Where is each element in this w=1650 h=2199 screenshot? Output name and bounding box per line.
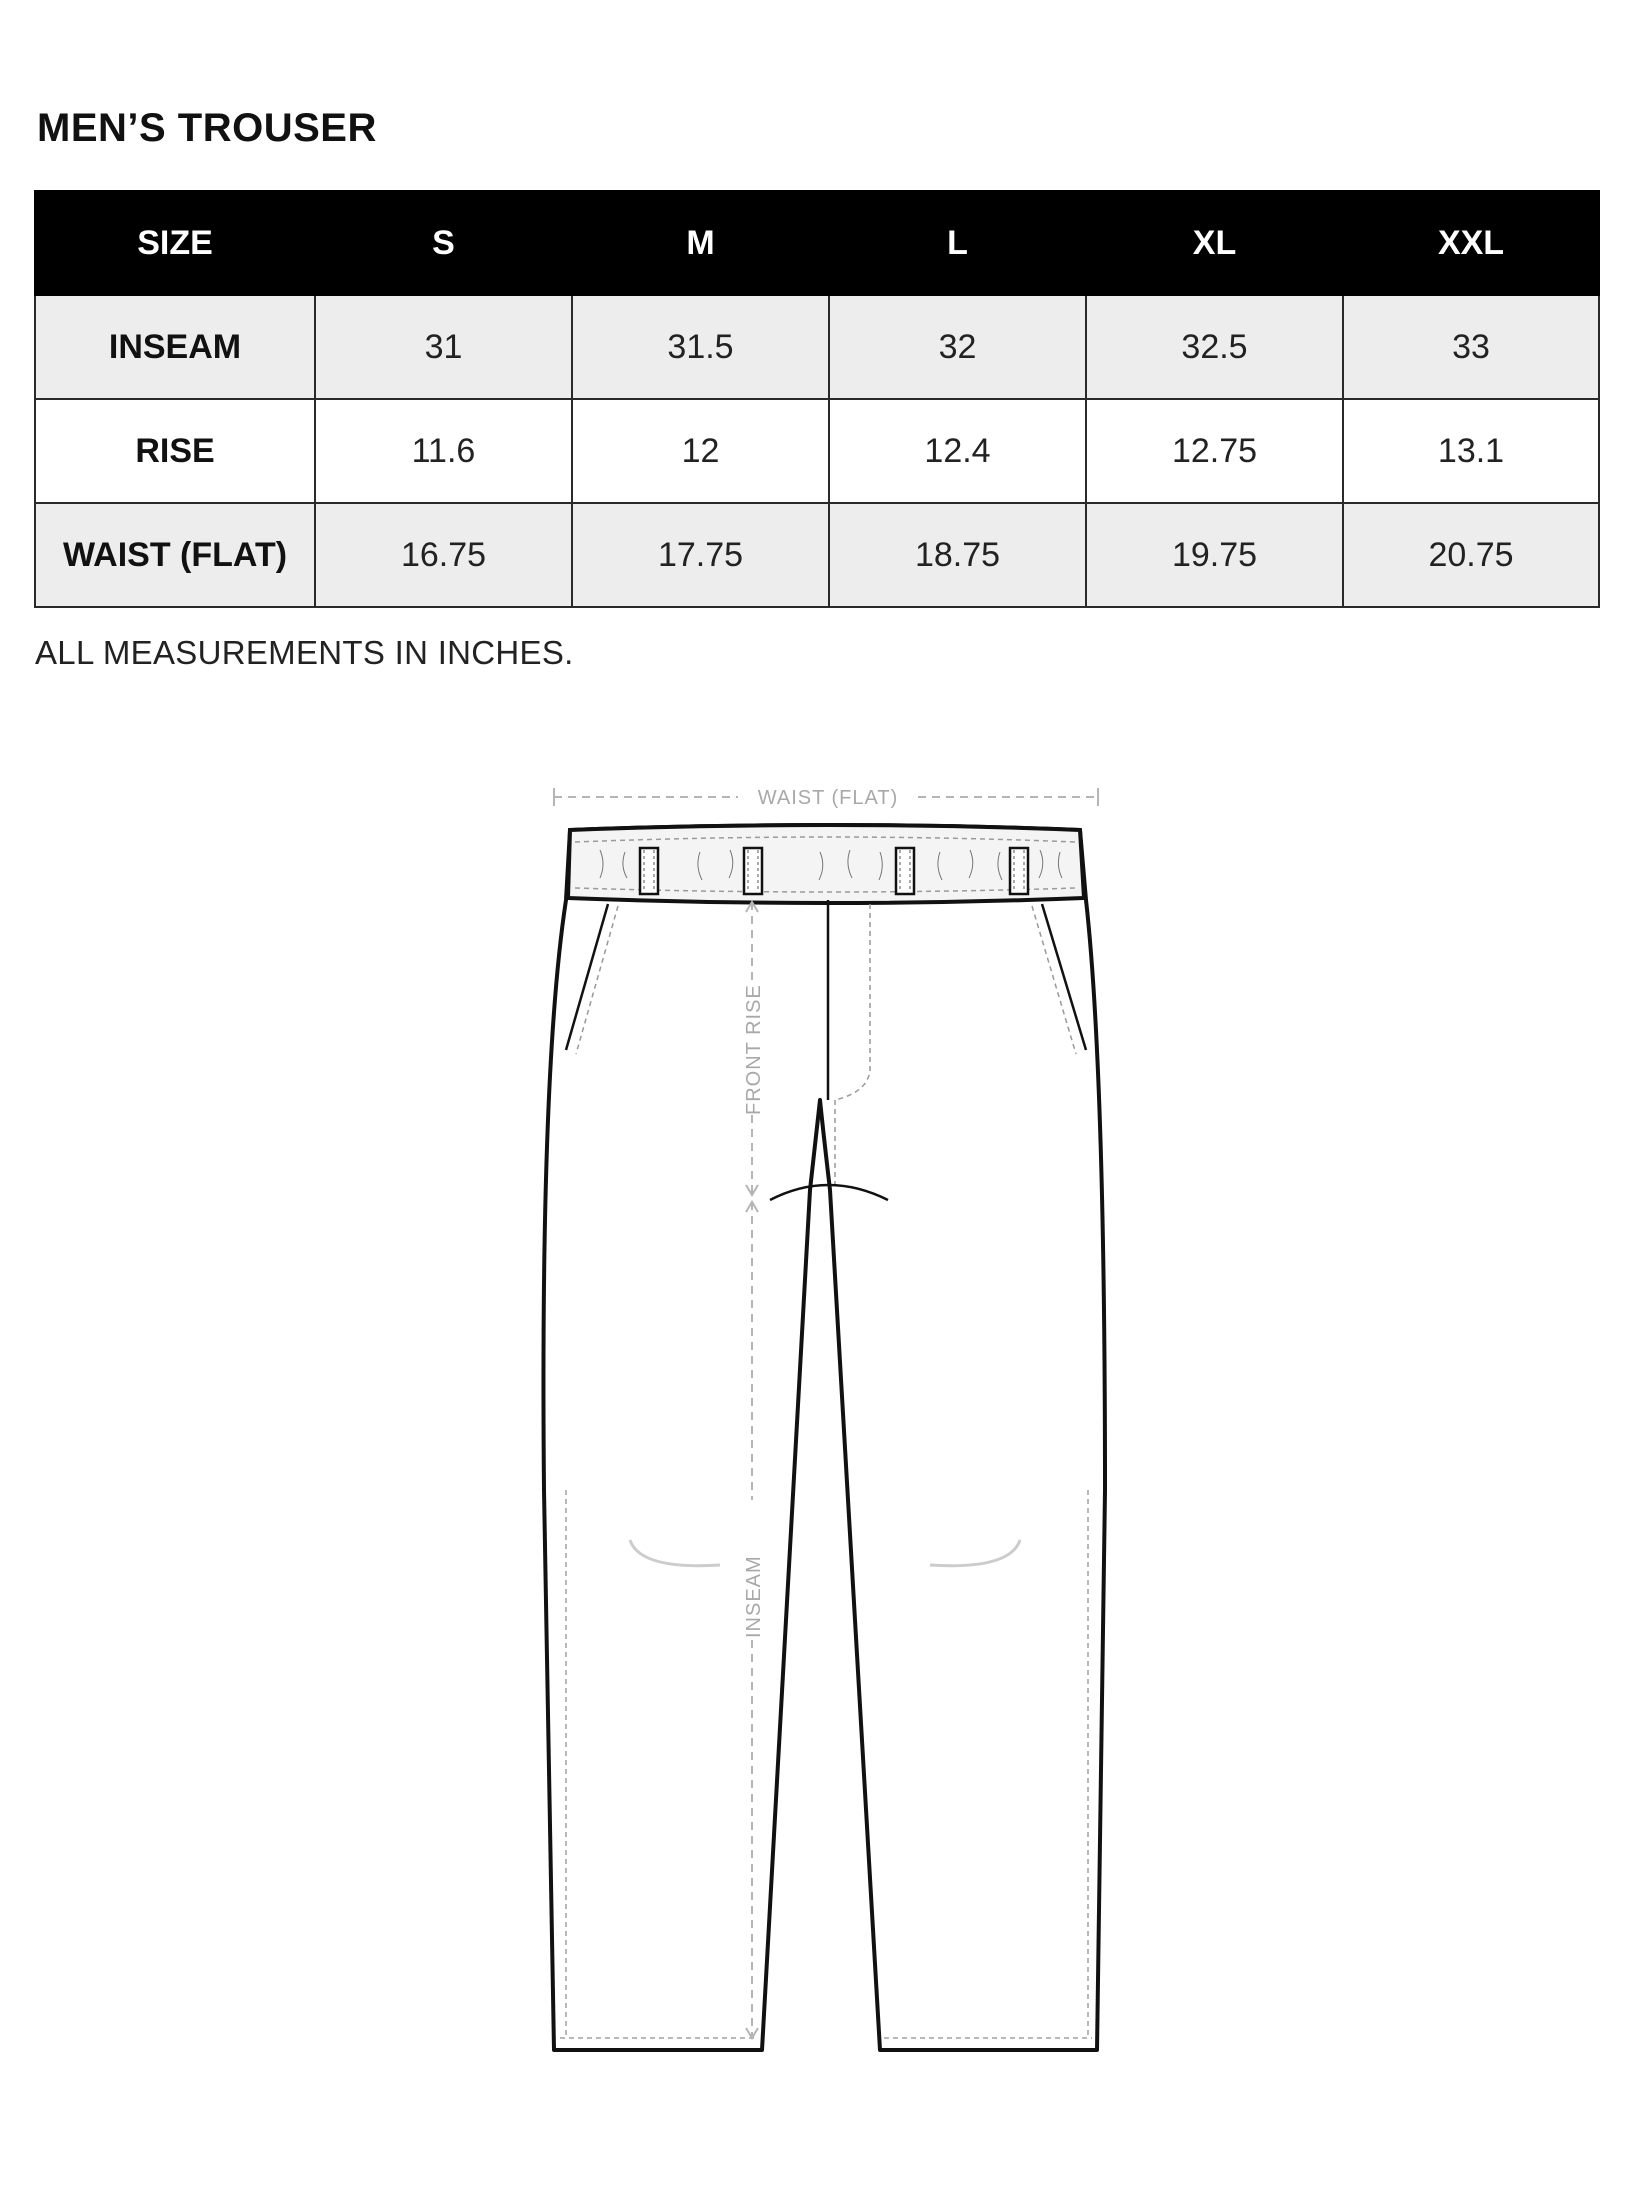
table-cell: 17.75: [572, 503, 829, 607]
size-chart-table: [34, 190, 1600, 608]
column-header-xl: XL: [1086, 191, 1343, 295]
table-cell: 31.5: [572, 295, 829, 399]
table-cell: 12.4: [829, 399, 1086, 503]
row-label-inseam: INSEAM: [35, 295, 315, 399]
table-header-row: [35, 191, 1599, 295]
table-cell: 12: [572, 399, 829, 503]
table-cell: 32.5: [1086, 295, 1343, 399]
table-cell: 19.75: [1086, 503, 1343, 607]
table-cell: 20.75: [1343, 503, 1599, 607]
waistband: [568, 825, 1084, 903]
table-cell: 33: [1343, 295, 1599, 399]
table-row-rise: [35, 399, 1599, 503]
column-header-m: M: [572, 191, 829, 295]
inseam-label: INSEAM: [743, 1555, 765, 1638]
table-cell: 13.1: [1343, 399, 1599, 503]
table-cell: 32: [829, 295, 1086, 399]
measurement-note: ALL MEASUREMENTS IN INCHES.: [35, 634, 574, 671]
table-row-inseam: [35, 295, 1599, 399]
trouser-outline: [543, 825, 1105, 2050]
table-cell: 11.6: [315, 399, 572, 503]
column-header-s: S: [315, 191, 572, 295]
table-cell: 18.75: [829, 503, 1086, 607]
column-header-size: SIZE: [35, 191, 315, 295]
row-label-waist-flat: WAIST (FLAT): [35, 503, 315, 607]
trouser-diagram: [530, 770, 1130, 2080]
row-label-rise: RISE: [35, 399, 315, 503]
column-header-l: L: [829, 191, 1086, 295]
table-cell: 31: [315, 295, 572, 399]
table-cell: 16.75: [315, 503, 572, 607]
front-rise-label: FRONT RISE: [743, 984, 765, 1115]
table-row-waist: [35, 503, 1599, 607]
waist-flat-label: WAIST (FLAT): [757, 787, 899, 809]
page-title: MEN’S TROUSER: [37, 106, 377, 150]
column-header-xxl: XXL: [1343, 191, 1599, 295]
table-cell: 12.75: [1086, 399, 1343, 503]
